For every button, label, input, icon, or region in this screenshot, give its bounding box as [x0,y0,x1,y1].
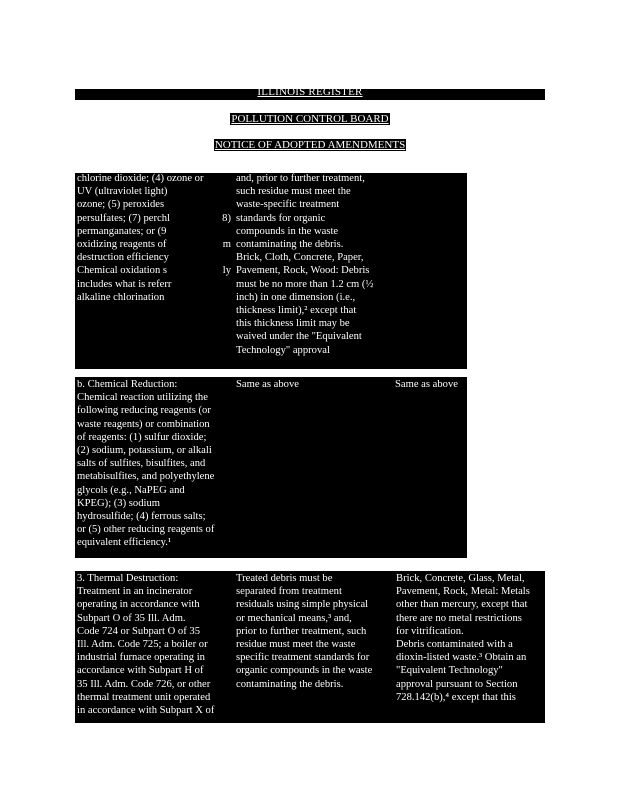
notice-heading-text: NOTICE OF ADOPTED AMENDMENTS [214,139,406,151]
row1-method-cell: chlorine dioxide; (4) ozone or UV (ultraviolet light) ozone; (5) peroxides persulfates; (7) perchl permanganates; or (9 oxidizing reagents of destruction efficiency Chemical oxidation s includes what is referr alkaline chlorination [77,173,204,303]
row2-contaminant-cell: Same as above [395,379,458,390]
register-header-rule [75,99,545,100]
row1-method-fragments: 8) m ly [222,212,231,277]
agency-heading-text: POLLUTION CONTROL BOARD [231,113,389,125]
row2-performance-cell: Same as above [236,379,299,390]
row1-performance-cell: and, prior to further treatment, such residue must meet the waste-specific treatment standards for organic compounds in the waste contaminating the debris. Brick, Cloth, Concrete, Paper, Pavement, Rock, Wood: Debris must be no more than 1.2 cm (½ inch) in one dimension (i.e., thickness limit),² except that this thickness limit may be waived under the "Equivalent Technology" approval [236,173,374,356]
register-title: ILLINOIS REGISTER [257,86,363,98]
agency-heading [75,113,545,125]
row3-method-cell: 3. Thermal Destruction: Treatment in an incinerator operating in accordance with Subpart O of 35 Ill. Adm. Code 724 or Subpart O of 35 Ill. Adm. Code 725; a boiler or industrial furnace operating in accordance with Subpart H of 35 Ill. Adm. Code 726, or other thermal treatment unit operated in accordance with Subpart X of [77,573,215,717]
row2-method-cell: b. Chemical Reduction: Chemical reaction utilizing the following reducing reagents (or waste reagents) or combination of reagents: (1) sulfur dioxide; (2) sodium, potassium, or alkali salts of sulfites, bisulfites, and metabisulfites, and polyethylene glycols (e.g., NaPEG and KPEG); (3) sodium hydrosulfide; (4) ferrous salts; or (5) other reducing reagents of equivalent efficiency.¹ [77,379,215,549]
notice-heading [75,139,545,151]
row3-performance-cell: Treated debris must be separated from treatment residuals using simple physical or mechanical means,³ and, prior to further treatment, such residue must meet the waste specific treatment standards for organic compounds in the waste contaminating the debris. [236,573,373,690]
row3-contaminant-cell: Brick, Concrete, Glass, Metal, Pavement, Rock, Metal: Metals other than mercury, except that there are no metal restrictions for vitrification. Debris contaminated with a dioxin-listed waste.³ Obtain an "Equivalent Technology" approval pursuant to Section 728.142(b),⁴ except that this [396,573,530,703]
